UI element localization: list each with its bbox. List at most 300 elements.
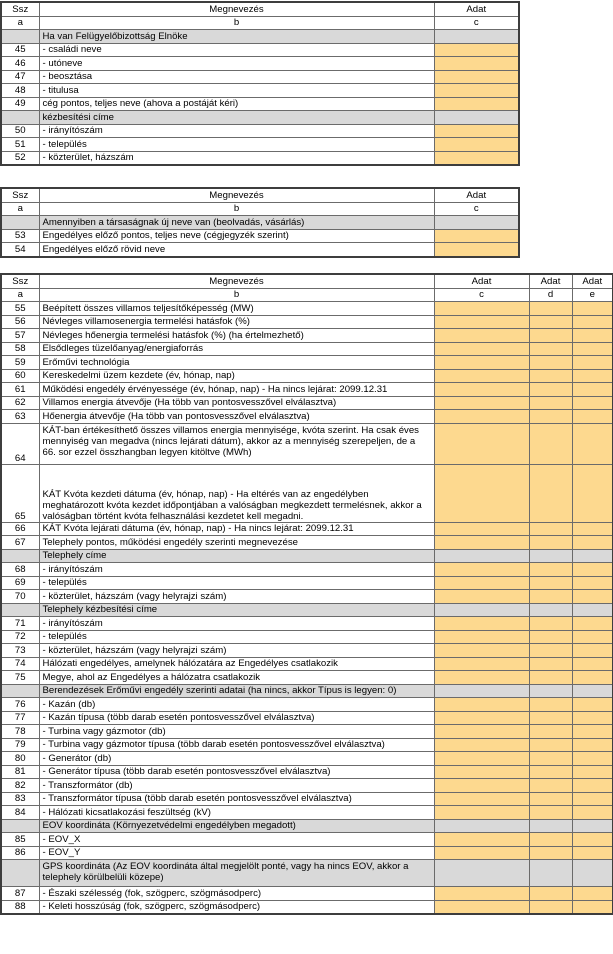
section-filler-cell (529, 684, 572, 698)
row-number (1, 30, 39, 44)
row-label: - Északi szélesség (fok, szögperc, szögmásodperc) (39, 887, 434, 901)
row-label: - település (39, 576, 434, 590)
data-input-cell[interactable] (529, 698, 572, 712)
section-filler-cell (434, 216, 519, 230)
table-row (1, 887, 613, 901)
row-number: 70 (1, 590, 39, 604)
eromu-adatok-table (0, 273, 613, 915)
data-input-cell[interactable] (529, 590, 572, 604)
table-row (1, 396, 613, 410)
row-label: - titulusa (39, 84, 434, 98)
row-label: - Transzformátor típusa (több darab esetén pontosvesszővel elválasztva) (39, 792, 434, 806)
table-row (1, 779, 613, 793)
row-number: 66 (1, 522, 39, 536)
data-input-cell[interactable] (434, 765, 529, 779)
section-filler-cell (434, 30, 519, 44)
row-label: Hálózati engedélyes, amelynek hálózatára az Engedélyes csatlakozik (39, 657, 434, 671)
data-input-cell[interactable] (572, 329, 613, 343)
data-input-cell[interactable] (572, 315, 613, 329)
row-label: Amennyiben a társaságnak új neve van (beolvadás, vásárlás) (39, 216, 434, 230)
row-label: - utóneve (39, 57, 434, 71)
data-input-cell[interactable] (434, 124, 519, 138)
data-input-cell[interactable] (572, 423, 613, 464)
table-row (1, 302, 613, 316)
row-label: EOV koordináta (Környezetvédelmi engedélyben megadott) (39, 819, 434, 833)
data-input-cell[interactable] (572, 536, 613, 550)
row-number: 52 (1, 151, 39, 165)
data-input-cell[interactable] (572, 302, 613, 316)
table-row (1, 342, 613, 356)
row-label: - Turbina vagy gázmotor (db) (39, 725, 434, 739)
data-input-cell[interactable] (434, 302, 529, 316)
table-row (1, 725, 613, 739)
row-label: - közterület, házszám (39, 151, 434, 165)
table-row (1, 630, 613, 644)
row-label: - Generátor (db) (39, 752, 434, 766)
row-number: 56 (1, 315, 39, 329)
row-number: 67 (1, 536, 39, 550)
row-number: 80 (1, 752, 39, 766)
table-row (1, 738, 613, 752)
data-input-cell[interactable] (572, 752, 613, 766)
table-row (1, 464, 613, 522)
row-number: 78 (1, 725, 39, 739)
row-number (1, 603, 39, 617)
data-input-cell[interactable] (572, 698, 613, 712)
table-row (1, 765, 613, 779)
table-row (1, 243, 519, 257)
section-filler-cell (434, 819, 529, 833)
table-row (1, 644, 613, 658)
row-number: 83 (1, 792, 39, 806)
data-input-cell[interactable] (529, 779, 572, 793)
data-input-cell[interactable] (434, 57, 519, 71)
row-number: 72 (1, 630, 39, 644)
data-input-cell[interactable] (434, 70, 519, 84)
row-number (1, 111, 39, 125)
table-row (1, 671, 613, 685)
row-label: KÁT Kvóta lejárati dátuma (év, hónap, nap) - Ha nincs lejárat: 2099.12.31 (39, 522, 434, 536)
data-input-cell[interactable] (572, 792, 613, 806)
row-number: 60 (1, 369, 39, 383)
data-input-cell[interactable] (529, 833, 572, 847)
row-label: - irányítószám (39, 563, 434, 577)
data-input-cell[interactable] (434, 900, 529, 914)
data-input-cell[interactable] (529, 752, 572, 766)
data-input-cell[interactable] (434, 138, 519, 152)
data-input-cell[interactable] (572, 846, 613, 860)
row-number (1, 684, 39, 698)
row-label: KÁT-ban értékesíthető összes villamos energia mennyisége, kvóta szerint. Ha csak éves mennyiség van megadva (nincs lejárati dátum), akkor az a mennyiség szerepeljen, de a 66. sor ezzel összhangban legyen kitöltve (MWh) (39, 423, 434, 464)
data-input-cell[interactable] (434, 151, 519, 165)
data-input-cell[interactable] (434, 630, 529, 644)
col-header-adat-e: Adat (572, 274, 613, 288)
data-input-cell[interactable] (434, 887, 529, 901)
col-code-c: c (434, 202, 519, 216)
data-input-cell[interactable] (529, 563, 572, 577)
data-input-cell[interactable] (529, 329, 572, 343)
col-header-megnevezes: Megnevezés (39, 188, 434, 202)
table-row (1, 590, 613, 604)
felugyelobizottsag-table (0, 1, 520, 166)
table-row (1, 138, 519, 152)
col-header-adat-d: Adat (529, 274, 572, 288)
row-number: 53 (1, 229, 39, 243)
data-input-cell[interactable] (529, 369, 572, 383)
data-input-cell[interactable] (529, 846, 572, 860)
data-input-cell[interactable] (572, 900, 613, 914)
row-label: - település (39, 138, 434, 152)
data-input-cell[interactable] (529, 356, 572, 370)
data-input-cell[interactable] (434, 671, 529, 685)
row-number: 74 (1, 657, 39, 671)
row-number: 75 (1, 671, 39, 685)
data-input-cell[interactable] (434, 806, 529, 820)
col-header-ssz: Ssz (1, 2, 39, 16)
data-input-cell[interactable] (572, 356, 613, 370)
data-input-cell[interactable] (434, 315, 529, 329)
data-input-cell[interactable] (434, 698, 529, 712)
data-input-cell[interactable] (572, 738, 613, 752)
row-label: Telephely kézbesítési címe (39, 603, 434, 617)
data-input-cell[interactable] (529, 423, 572, 464)
table-row (1, 698, 613, 712)
table-row (1, 576, 613, 590)
data-input-cell[interactable] (529, 725, 572, 739)
data-input-cell[interactable] (572, 806, 613, 820)
data-input-cell[interactable] (434, 536, 529, 550)
table-row (1, 711, 613, 725)
elozo-nev-table (0, 187, 520, 258)
data-input-cell[interactable] (529, 765, 572, 779)
data-input-cell[interactable] (434, 617, 529, 631)
data-input-cell[interactable] (434, 410, 529, 424)
row-label: KÁT Kvóta kezdeti dátuma (év, hónap, nap) - Ha eltérés van az engedélyben meghatározott kvóta kezdet időpontjában a valóságban megkezdett termelésnek, akkor a valóságban történt kvóta felhasználási kezdetet kell megadni. (39, 464, 434, 522)
row-label: kézbesítési címe (39, 111, 434, 125)
table-row (1, 563, 613, 577)
data-input-cell[interactable] (434, 590, 529, 604)
table-row (1, 846, 613, 860)
row-number: 51 (1, 138, 39, 152)
row-number: 71 (1, 617, 39, 631)
row-label: Elsődleges tüzelőanyag/energiaforrás (39, 342, 434, 356)
col-header-adat-c: Adat (434, 274, 529, 288)
col-code-d: d (529, 288, 572, 302)
row-number (1, 819, 39, 833)
table-row (1, 315, 613, 329)
data-input-cell[interactable] (434, 563, 529, 577)
section-row (1, 111, 519, 125)
data-input-cell[interactable] (572, 383, 613, 397)
col-code-c: c (434, 16, 519, 30)
data-input-cell[interactable] (434, 792, 529, 806)
data-input-cell[interactable] (529, 396, 572, 410)
row-number: 68 (1, 563, 39, 577)
col-code-a: a (1, 202, 39, 216)
table-row (1, 356, 613, 370)
row-number: 82 (1, 779, 39, 793)
row-label: - Kazán típusa (több darab esetén pontosvesszővel elválasztva) (39, 711, 434, 725)
data-input-cell[interactable] (572, 522, 613, 536)
data-input-cell[interactable] (434, 369, 529, 383)
row-number: 77 (1, 711, 39, 725)
row-label: - irányítószám (39, 124, 434, 138)
data-input-cell[interactable] (529, 671, 572, 685)
row-number (1, 860, 39, 887)
data-input-cell[interactable] (434, 84, 519, 98)
row-label: Engedélyes előző pontos, teljes neve (cégjegyzék szerint) (39, 229, 434, 243)
row-label: - Turbina vagy gázmotor típusa (több darab esetén pontosvesszővel elválasztva) (39, 738, 434, 752)
table-row (1, 410, 613, 424)
data-input-cell[interactable] (572, 711, 613, 725)
data-input-cell[interactable] (434, 43, 519, 57)
data-input-cell[interactable] (529, 711, 572, 725)
data-input-cell[interactable] (434, 329, 529, 343)
table-row (1, 806, 613, 820)
table-row (1, 423, 613, 464)
data-input-cell[interactable] (434, 396, 529, 410)
row-label: - közterület, házszám (vagy helyrajzi szám) (39, 644, 434, 658)
table-row (1, 229, 519, 243)
row-number: 65 (1, 464, 39, 522)
section-filler-cell (434, 684, 529, 698)
data-input-cell[interactable] (434, 833, 529, 847)
row-label: Hőenergia átvevője (Ha több van pontosvesszővel elválasztva) (39, 410, 434, 424)
col-header-megnevezes: Megnevezés (39, 2, 434, 16)
row-label: - irányítószám (39, 617, 434, 631)
data-input-cell[interactable] (572, 779, 613, 793)
data-input-cell[interactable] (434, 644, 529, 658)
data-input-cell[interactable] (529, 464, 572, 522)
row-number: 81 (1, 765, 39, 779)
data-input-cell[interactable] (529, 410, 572, 424)
row-label: Erőművi technológia (39, 356, 434, 370)
section-filler-cell (572, 860, 613, 887)
row-label: - Hálózati kicsatlakozási feszültség (kV) (39, 806, 434, 820)
col-code-b: b (39, 202, 434, 216)
data-input-cell[interactable] (572, 765, 613, 779)
data-input-cell[interactable] (572, 396, 613, 410)
data-input-cell[interactable] (434, 711, 529, 725)
data-input-cell[interactable] (572, 657, 613, 671)
data-input-cell[interactable] (572, 410, 613, 424)
data-input-cell[interactable] (434, 657, 529, 671)
row-number: 49 (1, 97, 39, 111)
section-filler-cell (572, 684, 613, 698)
data-input-cell[interactable] (572, 369, 613, 383)
data-input-cell[interactable] (572, 617, 613, 631)
row-number: 59 (1, 356, 39, 370)
section-filler-cell (572, 819, 613, 833)
row-label: Villamos energia átvevője (Ha több van pontosvesszővel elválasztva) (39, 396, 434, 410)
table-row (1, 151, 519, 165)
data-input-cell[interactable] (572, 630, 613, 644)
data-input-cell[interactable] (434, 752, 529, 766)
section-row (1, 860, 613, 887)
data-input-cell[interactable] (572, 671, 613, 685)
row-number: 79 (1, 738, 39, 752)
row-number: 73 (1, 644, 39, 658)
data-input-cell[interactable] (434, 464, 529, 522)
row-label: - Keleti hosszúság (fok, szögperc, szögmásodperc) (39, 900, 434, 914)
table-row (1, 792, 613, 806)
table-row (1, 369, 613, 383)
data-input-cell[interactable] (572, 464, 613, 522)
row-number: 63 (1, 410, 39, 424)
data-input-cell[interactable] (572, 725, 613, 739)
data-input-cell[interactable] (434, 576, 529, 590)
row-number: 58 (1, 342, 39, 356)
table-row (1, 57, 519, 71)
section-filler-cell (529, 549, 572, 563)
data-input-cell[interactable] (434, 725, 529, 739)
row-label: Kereskedelmi üzem kezdete (év, hónap, nap) (39, 369, 434, 383)
row-number: 55 (1, 302, 39, 316)
data-input-cell[interactable] (434, 738, 529, 752)
data-input-cell[interactable] (529, 887, 572, 901)
row-number: 54 (1, 243, 39, 257)
row-label: - családi neve (39, 43, 434, 57)
row-number: 46 (1, 57, 39, 71)
section-filler-cell (434, 603, 529, 617)
col-code-e: e (572, 288, 613, 302)
data-input-cell[interactable] (529, 630, 572, 644)
data-input-cell[interactable] (434, 522, 529, 536)
section-row (1, 603, 613, 617)
row-label: - EOV_X (39, 833, 434, 847)
section-filler-cell (529, 819, 572, 833)
data-input-cell[interactable] (529, 617, 572, 631)
data-input-cell[interactable] (434, 97, 519, 111)
col-code-b: b (39, 288, 434, 302)
table-row (1, 329, 613, 343)
data-input-cell[interactable] (529, 738, 572, 752)
row-number: 48 (1, 84, 39, 98)
row-label: - Transzformátor (db) (39, 779, 434, 793)
section-filler-cell (434, 111, 519, 125)
section-filler-cell (572, 549, 613, 563)
col-header-ssz: Ssz (1, 188, 39, 202)
row-label: cég pontos, teljes neve (ahova a postáját kéri) (39, 97, 434, 111)
table-row (1, 43, 519, 57)
section-row (1, 30, 519, 44)
row-label: Berendezések Erőművi engedély szerinti adatai (ha nincs, akkor Típus is legyen: 0) (39, 684, 434, 698)
data-input-cell[interactable] (572, 563, 613, 577)
data-input-cell[interactable] (529, 536, 572, 550)
section-row (1, 819, 613, 833)
data-input-cell[interactable] (572, 887, 613, 901)
row-label: Névleges hőenergia termelési hatásfok (%) (ha értelmezhető) (39, 329, 434, 343)
data-input-cell[interactable] (529, 792, 572, 806)
col-code-a: a (1, 288, 39, 302)
section-filler-cell (529, 603, 572, 617)
data-input-cell[interactable] (434, 846, 529, 860)
section-row (1, 549, 613, 563)
table-row (1, 70, 519, 84)
row-number: 50 (1, 124, 39, 138)
data-input-cell[interactable] (572, 644, 613, 658)
data-input-cell[interactable] (529, 576, 572, 590)
data-input-cell[interactable] (529, 657, 572, 671)
data-input-cell[interactable] (529, 342, 572, 356)
row-label: GPS koordináta (Az EOV koordináta által megjelölt ponté, vagy ha nincs EOV, akkor a telephely körülbelüli közepe) (39, 860, 434, 887)
row-number: 64 (1, 423, 39, 464)
col-header-adat: Adat (434, 2, 519, 16)
row-label: - EOV_Y (39, 846, 434, 860)
data-input-cell[interactable] (572, 342, 613, 356)
data-input-cell[interactable] (434, 383, 529, 397)
row-label: Működési engedély érvényessége (év, hónap, nap) - Ha nincs lejárat: 2099.12.31 (39, 383, 434, 397)
row-number: 61 (1, 383, 39, 397)
section-filler-cell (434, 860, 529, 887)
data-input-cell[interactable] (529, 522, 572, 536)
row-label: Megye, ahol az Engedélyes a hálózatra csatlakozik (39, 671, 434, 685)
col-header-ssz: Ssz (1, 274, 39, 288)
data-input-cell[interactable] (434, 342, 529, 356)
data-input-cell[interactable] (572, 833, 613, 847)
section-row (1, 216, 519, 230)
data-input-cell[interactable] (434, 779, 529, 793)
data-input-cell[interactable] (529, 644, 572, 658)
table-row (1, 536, 613, 550)
row-label: Telephely címe (39, 549, 434, 563)
table-row (1, 657, 613, 671)
table-row (1, 124, 519, 138)
row-number: 69 (1, 576, 39, 590)
row-label: Engedélyes előző rövid neve (39, 243, 434, 257)
row-label: Ha van Felügyelőbizottság Elnöke (39, 30, 434, 44)
section-row (1, 684, 613, 698)
row-number: 62 (1, 396, 39, 410)
row-number (1, 216, 39, 230)
row-label: Beépített összes villamos teljesítőképesség (MW) (39, 302, 434, 316)
table-row (1, 522, 613, 536)
table-row (1, 383, 613, 397)
section-filler-cell (434, 549, 529, 563)
col-header-megnevezes: Megnevezés (39, 274, 434, 288)
row-number: 84 (1, 806, 39, 820)
row-number: 86 (1, 846, 39, 860)
data-input-cell[interactable] (529, 315, 572, 329)
row-number: 76 (1, 698, 39, 712)
data-input-cell[interactable] (434, 423, 529, 464)
section-filler-cell (529, 860, 572, 887)
data-input-cell[interactable] (434, 356, 529, 370)
col-code-c: c (434, 288, 529, 302)
data-input-cell[interactable] (529, 806, 572, 820)
row-number: 88 (1, 900, 39, 914)
data-input-cell[interactable] (572, 590, 613, 604)
data-input-cell[interactable] (434, 229, 519, 243)
row-label: - település (39, 630, 434, 644)
col-code-b: b (39, 16, 434, 30)
row-number: 87 (1, 887, 39, 901)
data-input-cell[interactable] (529, 302, 572, 316)
data-input-cell[interactable] (529, 900, 572, 914)
section-filler-cell (572, 603, 613, 617)
data-input-cell[interactable] (434, 243, 519, 257)
table-row (1, 97, 519, 111)
col-header-adat: Adat (434, 188, 519, 202)
row-label: - Kazán (db) (39, 698, 434, 712)
table-row (1, 900, 613, 914)
row-number (1, 549, 39, 563)
col-code-a: a (1, 16, 39, 30)
data-input-cell[interactable] (572, 576, 613, 590)
data-input-cell[interactable] (529, 383, 572, 397)
row-label: - Generátor típusa (több darab esetén pontosvesszővel elválasztva) (39, 765, 434, 779)
row-label: Telephely pontos, működési engedély szerinti megnevezése (39, 536, 434, 550)
